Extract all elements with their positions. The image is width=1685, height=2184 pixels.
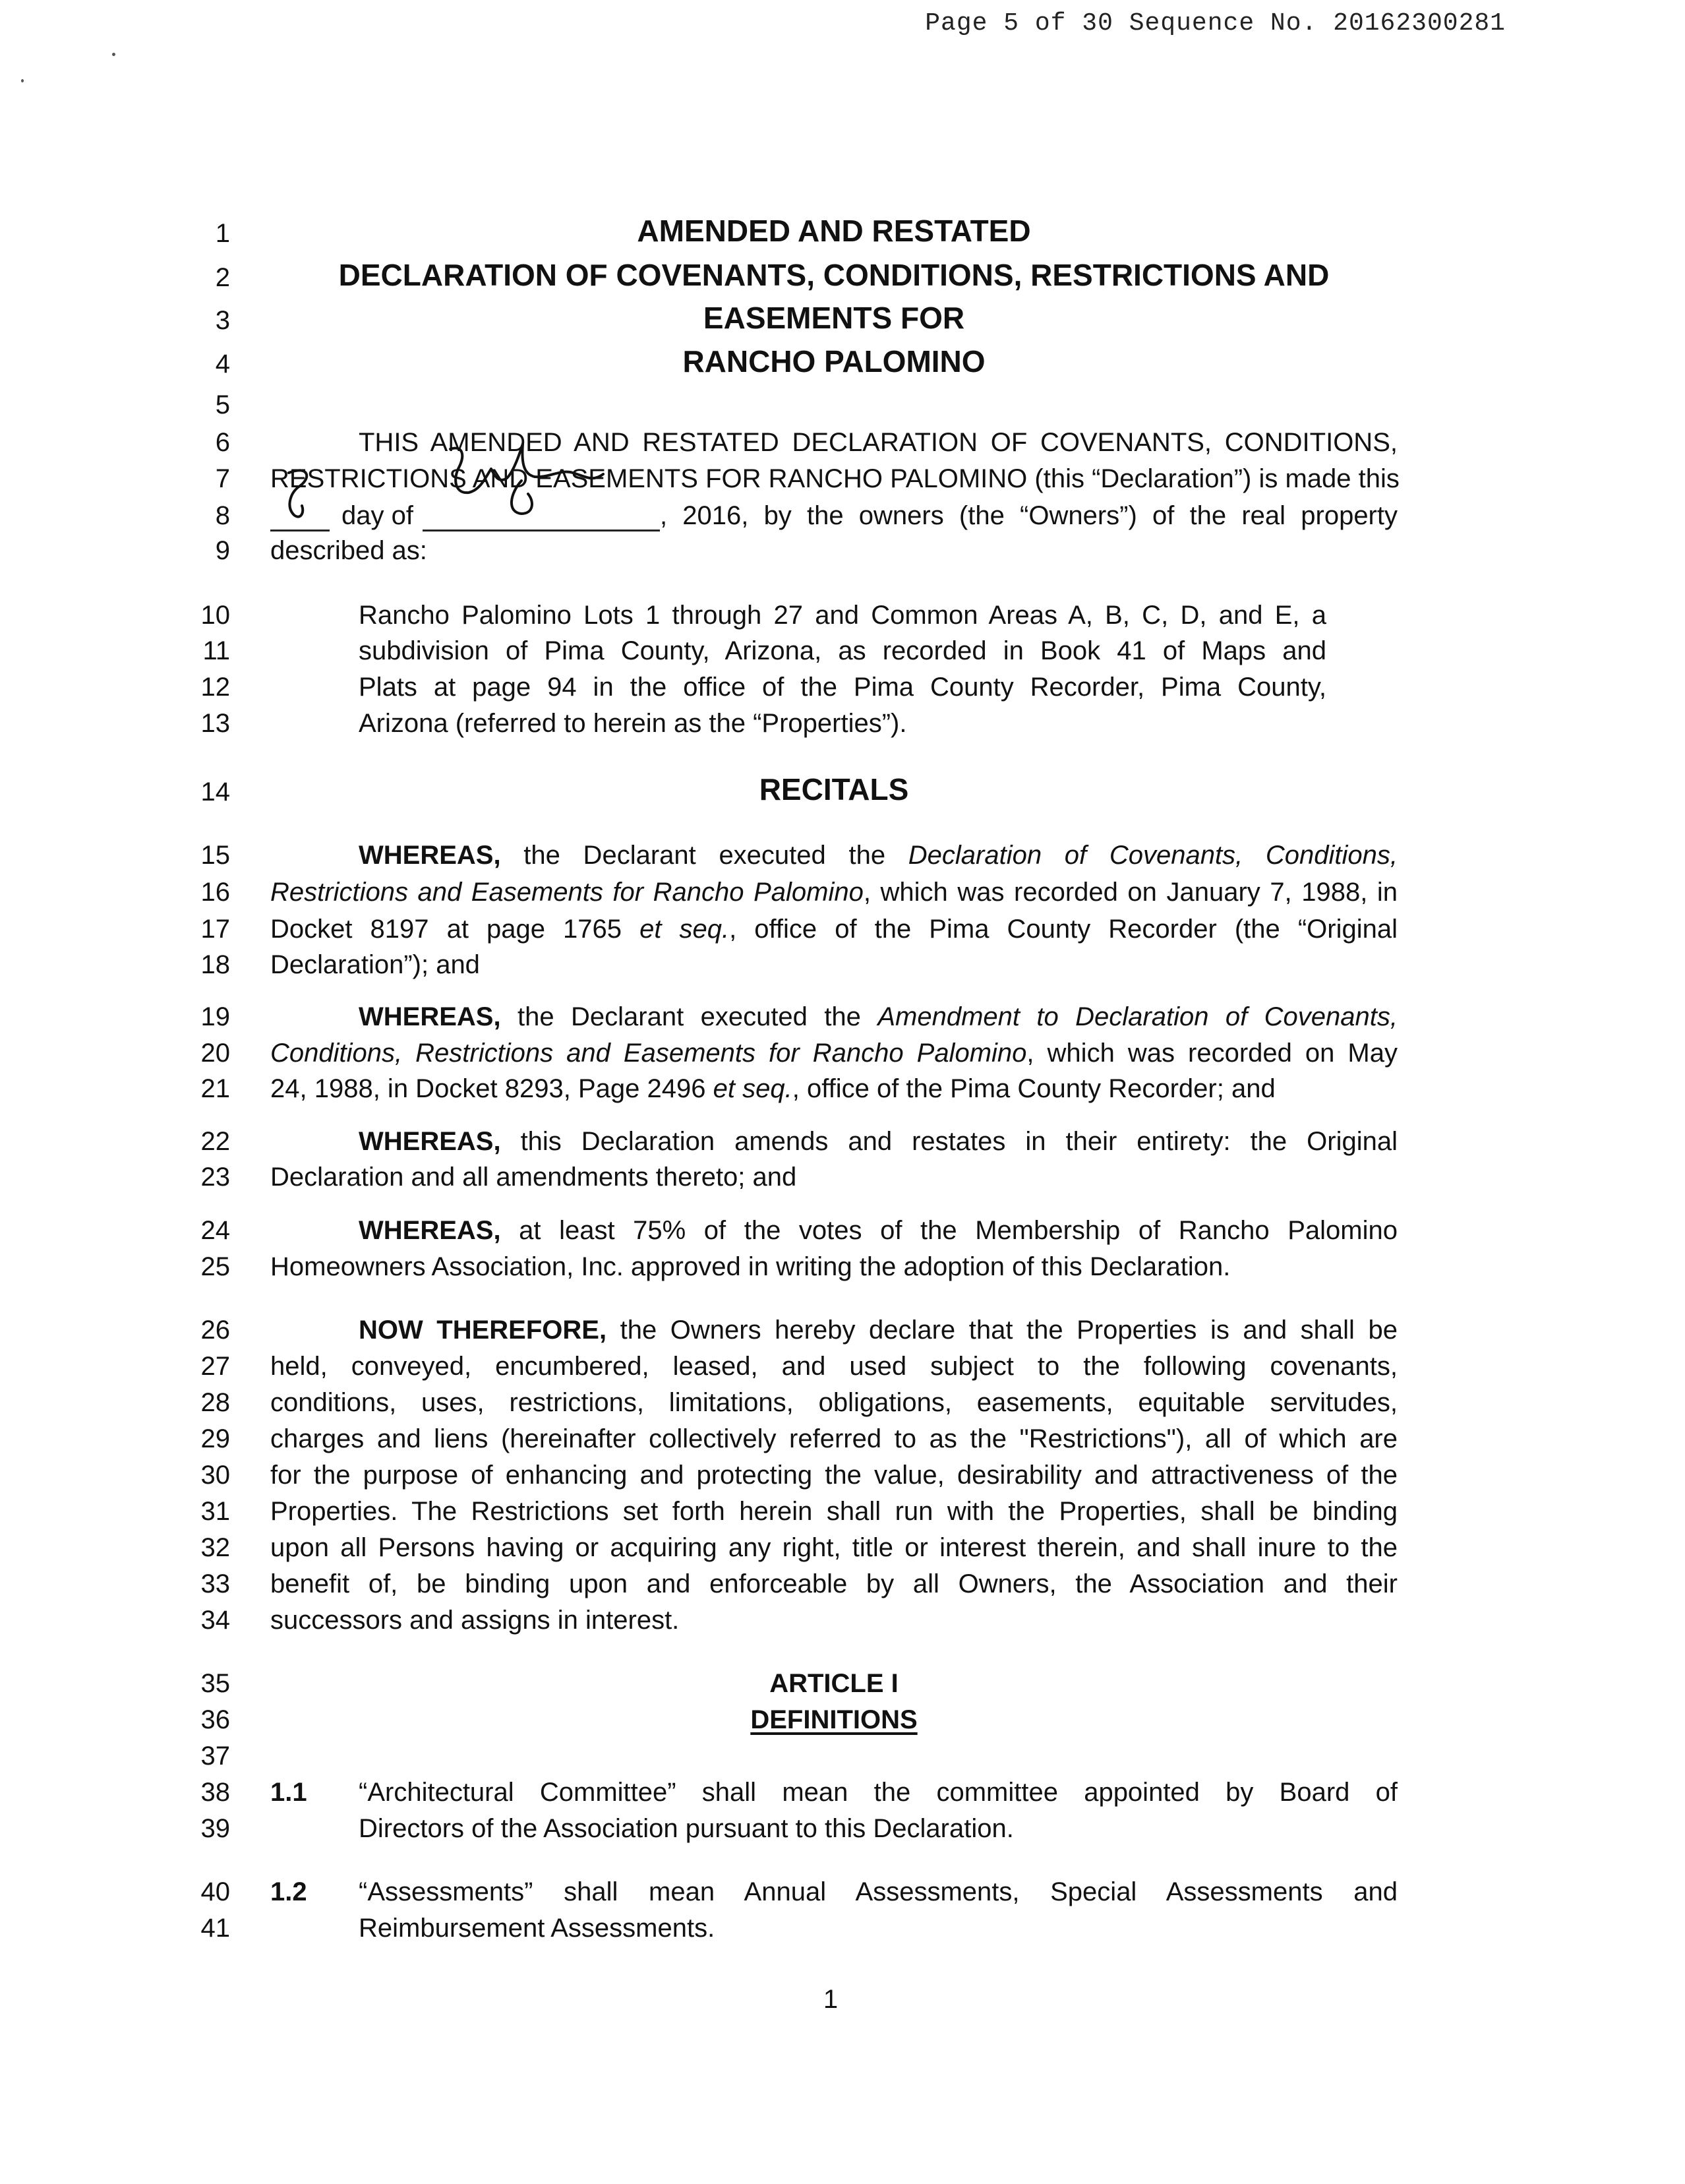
property-line-10: Rancho Palomino Lots 1 through 27 and Common Areas A, B, C, D, and E, a xyxy=(359,601,1326,630)
line-number: 37 xyxy=(200,1742,230,1771)
title-line-1: AMENDED AND RESTATED xyxy=(637,214,1031,248)
line-number: 11 xyxy=(202,636,230,665)
line-number: 10 xyxy=(200,601,230,630)
line-number: 39 xyxy=(200,1814,230,1843)
property-line-11: subdivision of Pima County, Arizona, as recorded in Book 41 of Maps and xyxy=(359,636,1326,665)
line-number: 18 xyxy=(200,950,230,979)
whereas-1-line-17 xyxy=(270,913,1398,945)
line-number: 29 xyxy=(200,1424,230,1453)
line-number: 28 xyxy=(200,1388,230,1417)
now-therefore-line-26 xyxy=(359,1314,1398,1346)
line-number: 3 xyxy=(215,306,230,335)
et-seq-italic: et seq. xyxy=(713,1074,792,1103)
whereas-2-line-19 xyxy=(359,1001,1398,1033)
now-therefore-line-32: upon all Persons having or acquiring any right, title or interest therein, and shall inure to the xyxy=(270,1533,1398,1562)
section-1-2-line-41: Reimbursement Assessments. xyxy=(359,1914,715,1943)
line-number: 23 xyxy=(200,1163,230,1192)
handwritten-day-field xyxy=(270,501,330,531)
line-number: 15 xyxy=(200,841,230,870)
line-number: 8 xyxy=(215,501,230,530)
whereas-2-title-italic: Conditions, Restrictions and Easements for Rancho Palomino xyxy=(270,1039,1027,1068)
line-number: 1 xyxy=(215,219,230,248)
line-number: 27 xyxy=(200,1352,230,1381)
line-number: 35 xyxy=(200,1669,230,1698)
line-number: 9 xyxy=(215,536,230,565)
intro-line-7: RESTRICTIONS AND EASEMENTS FOR RANCHO PALOMINO (this “Declaration”) is made this xyxy=(270,464,1400,493)
now-therefore-text: the Owners hereby declare that the Properties is and shall be xyxy=(620,1316,1398,1345)
section-1-2-line-40: “Assessments” shall mean Annual Assessments, Special Assessments and xyxy=(359,1877,1398,1906)
title-line-3: EASEMENTS FOR xyxy=(703,301,965,335)
title-line-2: DECLARATION OF COVENANTS, CONDITIONS, RESTRICTIONS AND xyxy=(338,258,1330,292)
definitions-heading-text: DEFINITIONS xyxy=(750,1705,918,1734)
scan-speck xyxy=(21,79,24,82)
whereas-3-text: this Declaration amends and restates in their entirety: the Original xyxy=(520,1127,1398,1156)
line-number: 21 xyxy=(200,1074,230,1103)
recitals-heading: RECITALS xyxy=(759,772,909,806)
now-therefore-line-34: successors and assigns in interest. xyxy=(270,1606,680,1635)
line-number: 38 xyxy=(200,1778,230,1807)
line-number: 17 xyxy=(200,915,230,944)
line-number: 30 xyxy=(200,1461,230,1490)
line-number: 6 xyxy=(215,428,230,457)
property-line-13: Arizona (referred to herein as the “Properties”). xyxy=(359,709,907,738)
section-1-1-number: 1.1 xyxy=(270,1778,307,1807)
whereas-2-text: the Declarant executed the xyxy=(517,1002,861,1031)
day-of-label: day of xyxy=(341,501,413,530)
handwritten-day-signature xyxy=(270,487,330,533)
line-number: 41 xyxy=(200,1914,230,1943)
whereas-1-text: the Declarant executed the xyxy=(523,841,886,870)
whereas-keyword: WHEREAS, xyxy=(359,841,501,870)
line-number: 33 xyxy=(200,1569,230,1598)
line-number: 14 xyxy=(200,777,230,806)
line-number: 4 xyxy=(215,349,230,379)
line-number: 12 xyxy=(200,673,230,702)
whereas-2-text: , office of the Pima County Recorder; and xyxy=(792,1074,1276,1103)
scan-speck xyxy=(112,53,115,56)
line-number: 22 xyxy=(200,1127,230,1156)
handwritten-month-signature xyxy=(423,474,660,533)
whereas-keyword: WHEREAS, xyxy=(359,1216,501,1245)
whereas-keyword: WHEREAS, xyxy=(359,1002,501,1031)
section-1-1-line-38: “Architectural Committee” shall mean the committee appointed by Board of xyxy=(359,1778,1398,1807)
intro-line-9: described as: xyxy=(270,536,427,565)
whereas-2-text: , which was recorded on May xyxy=(1026,1039,1398,1068)
line-number: 16 xyxy=(200,878,230,907)
whereas-1-title-italic: Restrictions and Easements for Rancho Palomino xyxy=(270,878,864,907)
now-therefore-line-31: Properties. The Restrictions set forth herein shall run with the Properties, shall be binding xyxy=(270,1497,1398,1526)
now-therefore-keyword: NOW THEREFORE, xyxy=(359,1316,607,1345)
now-therefore-line-28: conditions, uses, restrictions, limitations, obligations, easements, equitable servitudes, xyxy=(270,1388,1398,1417)
handwritten-month-field xyxy=(423,501,660,531)
intro-line-8 xyxy=(270,500,1398,531)
article-heading: ARTICLE I xyxy=(769,1669,899,1698)
line-number: 13 xyxy=(200,709,230,738)
definitions-heading xyxy=(270,1704,1398,1736)
whereas-3-line-22 xyxy=(359,1126,1398,1157)
et-seq-italic: et seq. xyxy=(639,915,730,944)
section-1-2-number: 1.2 xyxy=(270,1877,307,1906)
whereas-1-line-18: Declaration”); and xyxy=(270,950,480,979)
line-number: 5 xyxy=(215,390,230,419)
whereas-1-text: , office of the Pima County Recorder (the “Original xyxy=(729,915,1398,944)
whereas-4-line-24 xyxy=(359,1215,1398,1246)
line-number: 25 xyxy=(200,1252,230,1281)
page-number: 1 xyxy=(823,1985,839,2014)
title-line-4: RANCHO PALOMINO xyxy=(682,344,986,379)
whereas-1-line-16 xyxy=(270,876,1398,908)
section-1-1-line-39: Directors of the Association pursuant to this Declaration. xyxy=(359,1814,1014,1843)
whereas-keyword: WHEREAS, xyxy=(359,1127,501,1156)
whereas-2-title-italic: Amendment to Declaration of Covenants, xyxy=(877,1002,1398,1031)
page-sequence-stamp: Page 5 of 30 Sequence No. 20162300281 xyxy=(925,9,1506,38)
line-number: 20 xyxy=(200,1039,230,1068)
whereas-1-text: , which was recorded on January 7, 1988, in xyxy=(863,878,1398,907)
whereas-2-text: 24, 1988, in Docket 8293, Page 2496 xyxy=(270,1074,706,1103)
whereas-4-line-25: Homeowners Association, Inc. approved in writing the adoption of this Declaration. xyxy=(270,1252,1231,1281)
whereas-2-line-21 xyxy=(270,1073,1276,1105)
line-number: 36 xyxy=(200,1705,230,1734)
intro-line-6: THIS AMENDED AND RESTATED DECLARATION OF COVENANTS, CONDITIONS, xyxy=(359,428,1398,457)
now-therefore-line-30: for the purpose of enhancing and protecting the value, desirability and attractiveness of the xyxy=(270,1461,1398,1490)
line-number: 19 xyxy=(200,1002,230,1031)
now-therefore-line-27: held, conveyed, encumbered, leased, and used subject to the following covenants, xyxy=(270,1352,1398,1381)
line-number: 24 xyxy=(200,1216,230,1245)
date-remainder: , 2016, by the owners (the “Owners”) of the real property xyxy=(659,501,1398,530)
whereas-3-line-23: Declaration and all amendments thereto; and xyxy=(270,1163,797,1192)
whereas-4-text: at least 75% of the votes of the Membership of Rancho Palomino xyxy=(519,1216,1398,1245)
now-therefore-line-33: benefit of, be binding upon and enforceable by all Owners, the Association and their xyxy=(270,1569,1398,1598)
line-number: 2 xyxy=(215,263,230,292)
property-line-12: Plats at page 94 in the office of the Pima County Recorder, Pima County, xyxy=(359,673,1326,702)
whereas-1-title-italic: Declaration of Covenants, Conditions, xyxy=(908,841,1398,870)
whereas-1-text: Docket 8197 at page 1765 xyxy=(270,915,622,944)
line-number: 31 xyxy=(200,1497,230,1526)
whereas-1-line-15 xyxy=(359,839,1398,871)
now-therefore-line-29: charges and liens (hereinafter collectively referred to as the "Restrictions"), all of which are xyxy=(270,1424,1398,1453)
whereas-2-line-20 xyxy=(270,1037,1398,1069)
line-number: 26 xyxy=(200,1316,230,1345)
line-number: 34 xyxy=(200,1606,230,1635)
line-number: 7 xyxy=(215,464,230,493)
line-number: 40 xyxy=(200,1877,230,1906)
line-number: 32 xyxy=(200,1533,230,1562)
